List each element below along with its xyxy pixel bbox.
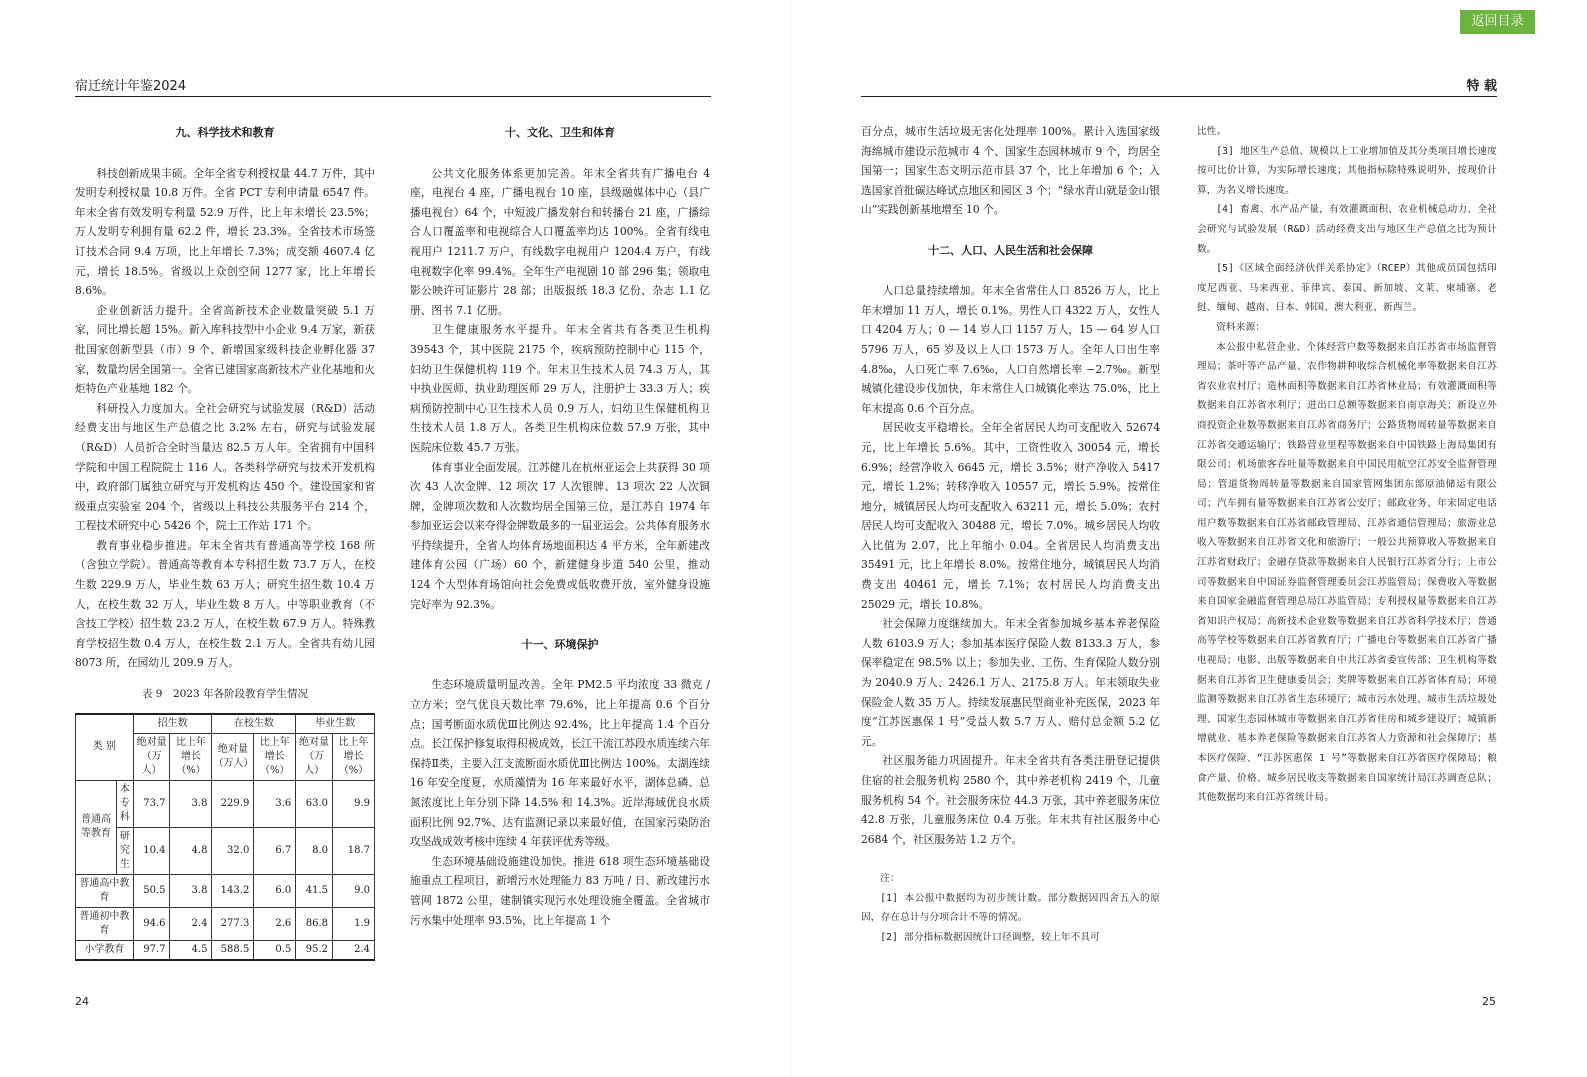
table-header-category: 类 别 [76, 714, 134, 781]
table-subheader-absolute: 绝对量（万人） [296, 733, 333, 780]
notes-title: 注： [880, 872, 900, 884]
paragraph: 科研投入力度加大。全社会研究与试验发展（R&D）活动经费支出与地区生产总值之比 3.2% 左右，研究与试验发展（R&D）人员折合全时当量达 82.5 万人年。全省拥有中国科学院和中国工程院院士 116 人。各类科学研究与技术开发机构中，政府部门属独立研究与开发机构达 450 个。建设国家和省级重点实验室 204 个，省级以上科技公共服务平台 214 个，工程技术研究中心 5426 个，院士工作站 171 个。 [75, 401, 375, 533]
paragraph: 社区服务能力巩固提升。年末全省共有各类注册登记提供住宿的社会服务机构 2580 个，其中养老机构 2419 个，儿童服务机构 54 个。社会服务床位 44.3 万张，其中养老服务床位 42.8 万张，儿童服务床位 0.4 万张。年末共有社区服务中心 2684 个，社区服务站 1.2 万个。 [861, 754, 1160, 846]
table-cell: 8.0 [296, 827, 333, 874]
table-cell: 86.8 [296, 907, 333, 940]
table-cell-label: 研究生 [117, 827, 134, 874]
section-title-population-livelihood: 十二、人口、人民生活和社会保障 [928, 243, 1093, 257]
paragraph: 社会保障力度继续加大。年末全省参加城乡基本养老保险人数 6103.9 万人；参加基本医疗保险人数 8133.3 万人，参保率稳定在 98.5% 以上；参加失业、工伤、生育保险人数分别为 2040.9 万人、2426.1 万人、2175.8 万人。年末领取失业保险金人数 35 万人。持续发展惠民型商业补充医保，2023 年度“江苏医惠保 1 号”受益人数 5.7 万人、赔付总金额 5.2 亿元。 [861, 617, 1160, 748]
table-cell: 588.5 [212, 940, 254, 960]
table-row [76, 907, 375, 940]
table-cell: 6.7 [254, 827, 296, 874]
table-cell: 277.3 [212, 907, 254, 940]
paragraph: 生态环境基础设施建设加快。推进 618 项生态环境基础设施重点工程项目，新增污水处理能力 83 万吨 / 日、新改建污水管网 1872 公里，建制镇实现污水处理设施全覆盖。全省城市污水集中处理率 93.5%，比上年提高 1 个 [410, 854, 710, 927]
table-cell-merged-label: 普通高等教育 [76, 780, 117, 874]
paragraph: 体育事业全面发展。江苏健儿在杭州亚运会上共获得 30 项次 43 人次金牌、12 项次 17 人次银牌、13 项次 22 人次铜牌，金牌项次数和人次数均居全国第三位，是江苏自 1974 年参加亚运会以来夺得金牌数最多的一届亚运会。公共体育服务水平持续提升，全省人均体育场地面积达 4 平方米，全年新建改建体育公园（广场）60 个，新建健身步道 540 公里，推动 124 个大型体育场馆向社会免费或低收费开放，室外健身设施完好率为 92.3%。 [410, 460, 710, 611]
table-cell: 9.0 [332, 874, 374, 907]
column-4 [1197, 122, 1497, 808]
table-cell: 32.0 [212, 827, 254, 874]
table-cell: 3.8 [170, 874, 212, 907]
paragraph: 生态环境质量明显改善。全年 PM2.5 平均浓度 33 微克 / 立方米；空气优良天数比率 79.6%，比上年提高 0.6 个百分点；国考断面水质优Ⅲ比例达 92.4%，比上年提高 1.4 个百分点。长江保护修复取得积极成效，长江干流江苏段水质连续六年保持Ⅱ类，主要入江支流断面水质优Ⅲ比例达 100%。太湖连续 16 年安全度夏，水质藻情为 16 年来最好水平，湖体总磷、总氮浓度比上年分别下降 14.5% 和 14.3%。近岸海域优良水质面积比例 92.7%、达有监测记录以来最好值，在国家污染防治攻坚战成效考核中连续 4 年获评优秀等级。 [410, 678, 710, 849]
paragraph: 教育事业稳步推进。年末全省共有普通高等学校 168 所（含独立学院）。普通高等教育本专科招生数 73.7 万人，在校生数 229.9 万人，毕业生数 63 万人；研究生招生数 10.4 万人，在校生数 32 万人，毕业生数 8 万人。中等职业教育（不含技工学校）招生数 23.2 万人，在校生数 67.9 万人。特殊教育学校招生数 0.4 万人，在校生数 2.1 万人。全省共有幼儿园 8073 所，在园幼儿 209.9 万人。 [75, 538, 375, 670]
table-subheader-growth: 比上年增长（%） [254, 733, 296, 780]
table-cell-label: 普通初中教育 [76, 907, 134, 940]
table-cell: 229.9 [212, 780, 254, 827]
table-cell: 63.0 [296, 780, 333, 827]
paragraph: 居民收支平稳增长。全年全省居民人均可支配收入 52674 元，比上年增长 5.6%。其中，工资性收入 30054 元，增长 6.9%；经营净收入 6645 元，增长 3.5%；财产净收入 5417 元，增长 1.2%；转移净收入 10557 元，增长 5.9%。按常住地分，城镇居民人均可支配收入 63211 元，增长 5.0%；农村居民人均可支配收入 30488 元，增长 7.0%。城乡居民人均收入比值为 2.07，比上年缩小 0.04。全省居民人均消费支出 35491 元，比上年增长 8.0%。按常住地分，城镇居民人均消费支出 40461 元，增长 7.1%；农村居民人均消费支出 25029 元，增长 10.8%。 [861, 421, 1160, 611]
section-title-culture-health-sports: 十、文化、卫生和体育 [505, 126, 615, 139]
table-cell: 2.4 [332, 940, 374, 960]
paragraph: 科技创新成果丰硕。全年全省专利授权量 44.7 万件，其中发明专利授权量 10.8 万件。全省 PCT 专利申请量 6547 件。年末全省有效发明专利量 52.9 万件，比上年末增长 23.5%；万人发明专利拥有量 62.2 件，增长 23.3%。全省技术市场签订技术合同 9.4 万项，比上年增长 7.3%；成交额 4607.4 亿元，增长 18.5%。省级以上众创空间 1277 家，比上年增长 8.6%。 [75, 166, 375, 298]
table-cell: 50.5 [133, 874, 170, 907]
column-2 [410, 122, 710, 930]
table-subheader-growth: 比上年增长（%） [170, 733, 212, 780]
table-subheader-absolute: 绝对量（万人） [133, 733, 170, 780]
paragraph: 公共文化服务体系更加完善。年末全省共有广播电台 4 座，电视台 4 座，广播电视台 10 座，县级融媒体中心（县广播电视台）64 个，中短波广播发射台和转播台 21 座，广播综合人口覆盖率和电视综合人口覆盖率均达 100%。全省有线电视用户 1211.7 万户，有线数字电视用户 1204.4 万户，有线电视数字化率 99.4%。全年生产电视剧 10 部 296 集；领取电影公映许可证影片 28 部；出版报纸 18.3 亿份、杂志 1.1 亿册、图书 7.1 亿册。 [410, 166, 710, 317]
table-cell-label: 普通高中教育 [76, 874, 134, 907]
paragraph: 企业创新活力提升。全省高新技术企业数量突破 5.1 万家，同比增长超 15%。新入库科技型中小企业 9.4 万家，新获批国家创新型县（市）9 个、新增国家级科技企业孵化器 37 家，数量均居全国第一。全省已建国家高新技术产业化基地和火炬特色产业基地 182 个。 [75, 303, 375, 396]
paragraph: 人口总量持续增加。年末全省常住人口 8526 万人，比上年末增加 11 万人，增长 0.1%。男性人口 4322 万人，女性人口 4204 万人；0 — 14 岁人口 1157 万人，15 — 64 岁人口 5796 万人，65 岁及以上人口 1573 万人。全年人口出生率 4.8‰，人口死亡率 7.6‰，人口自然增长率 −2.7‰。新型城镇化建设步伐加快，年末常住人口城镇化率达 75.0%，比上年末提高 0.6 个百分点。 [861, 284, 1160, 415]
table-cell: 2.4 [170, 907, 212, 940]
running-header-left: 宿迁统计年鉴2024 [75, 75, 711, 97]
table-cell: 143.2 [212, 874, 254, 907]
page-number-left: 24 [75, 995, 89, 1008]
table-cell: 94.6 [133, 907, 170, 940]
note-item: [2] 部分指标数据因统计口径调整，较上年不具可 [880, 931, 1100, 943]
table-cell: 9.9 [332, 780, 374, 827]
table-subheader-absolute: 绝对量（万人） [212, 733, 254, 780]
table-row [76, 780, 375, 827]
table-header-graduates: 毕业生数 [296, 714, 375, 734]
table-cell: 4.8 [170, 827, 212, 874]
table-cell: 6.0 [254, 874, 296, 907]
paragraph-continued: 百分点，城市生活垃圾无害化处理率 100%。累计入选国家级海绵城市建设示范城市 4 个、国家生态园林城市 9 个，均居全国第一；国家生态文明示范市县 37 个，比上年增加 6 个；入选国家首批碳达峰试点地区和园区 3 个；“绿水青山就是金山银山”实践创新基地增至 10 个。 [861, 125, 1160, 217]
table-cell: 3.8 [170, 780, 212, 827]
section-title-science-education: 九、科学技术和教育 [175, 126, 275, 139]
table-cell: 97.7 [133, 940, 170, 960]
data-sources-text: 本公报中私营企业、个体经营户数等数据来自江苏省市场监督管理局；茶叶等产品产量、农作物耕种收综合机械化率等数据来自江苏省农业农村厅；造林面积等数据来自江苏省林业局；有效灌溉面积等数据来自江苏省水利厅；进出口总额等数据来自南京海关；新设立外商投资企业数等数据来自江苏省商务厅；公路货物周转量等数据来自江苏省交通运输厅；铁路营业里程等数据来自中国铁路上海局集团有限公司；机场旅客吞吐量等数据来自中国民用航空江苏安全监督管理局；管道货物周转量等数据来自国家管网集团东部原油储运有限公司；汽车拥有量等数据来自江苏省公安厅；邮政业务、年末固定电话用户数等数据来自江苏省邮政管理局、江苏省通信管理局；旅游业总收入等数据来自江苏省文化和旅游厅；一般公共预算收入等数据来自江苏省财政厅；金融存贷款等数据来自人民银行江苏省分行；上市公司等数据来自中国证券监督管理委员会江苏监管局；保费收入等数据来自国家金融监督管理总局江苏监管局；专利授权量等数据来自江苏省知识产权局；高新技术企业数等数据来自江苏省科学技术厅；普通高等学校等数据来自江苏省教育厅；广播电台等数据来自江苏省广播电视局；电影、出版等数据来自中共江苏省委宣传部；卫生机构等数据来自江苏省卫生健康委员会；奖牌等数据来自江苏省体育局；环境监测等数据来自江苏省生态环境厅；城市污水处理、城市生活垃圾处理、国家生态园林城市等数据来自江苏省住房和城乡建设厅；城镇新增就业、基本养老保险等数据来自江苏省人力资源和社会保障厅；基本医疗保险、“江苏医惠保 1 号”等数据来自江苏省医疗保障局；粮食产量、价格、城乡居民收支等数据来自国家统计局江苏调查总队；其他数据均来自江苏省统计局。 [1197, 341, 1497, 804]
page-number-right: 25 [1482, 995, 1496, 1008]
table-cell: 2.6 [254, 907, 296, 940]
table-cell: 18.7 [332, 827, 374, 874]
note-item: 比性。 [1197, 126, 1227, 137]
page-spine [790, 0, 792, 1077]
table-cell: 3.6 [254, 780, 296, 827]
note-item: [5]《区域全面经济伙伴关系协定》（RCEP）其他成员国包括印度尼西亚、马来西亚、菲律宾、泰国、新加坡、文莱、柬埔寨、老挝、缅甸、越南、日本、韩国、澳大利亚、新西兰。 [1197, 263, 1497, 314]
paragraph: 卫生健康服务水平提升。年末全省共有各类卫生机构 39543 个，其中医院 2175 个，疾病预防控制中心 115 个，妇幼卫生保健机构 119 个。年末卫生技术人员 74.3 万人，其中执业医师、执业助理医师 29 万人，注册护士 33.3 万人；疾病预防控制中心卫生技术人员 0.9 万人，妇幼卫生保健机构卫生技术人员 1.8 万人。各类卫生机构床位数 57.9 万张，其中医院床位数 45.7 万张。 [410, 323, 710, 454]
table-cell: 10.4 [133, 827, 170, 874]
table-cell-label: 小学教育 [76, 940, 134, 960]
note-item: [4] 畜禽、水产品产量，有效灌溉面积、农业机械总动力、全社会研究与试验发展（R&D）活动经费支出与地区生产总值之比为预计数。 [1197, 204, 1497, 255]
return-to-contents-button[interactable]: 返回目录 [1460, 10, 1535, 34]
column-1 [75, 122, 375, 961]
data-sources-title: 资料来源： [1216, 321, 1266, 333]
table-header-enrollment: 招生数 [133, 714, 212, 734]
table-header-in-school: 在校生数 [212, 714, 296, 734]
table-cell: 73.7 [133, 780, 170, 827]
table-row [76, 874, 375, 907]
table-row [76, 940, 375, 960]
section-title-environment: 十一、环境保护 [521, 637, 599, 651]
table-row [76, 827, 375, 874]
running-header-right: 特 载 [861, 75, 1497, 97]
table-cell: 41.5 [296, 874, 333, 907]
education-students-table [75, 713, 375, 961]
table-cell: 95.2 [296, 940, 333, 960]
column-3 [861, 122, 1160, 947]
note-item: [1] 本公报中数据均为初步统计数。部分数据因四舍五入的原因，存在总计与分项合计不等的情况。 [861, 892, 1160, 924]
table-cell-label: 本专科 [117, 780, 134, 827]
table-subheader-growth: 比上年增长（%） [332, 733, 374, 780]
notes-block [861, 869, 1160, 947]
notes-block-continued [1197, 122, 1497, 808]
table-cell: 4.5 [170, 940, 212, 960]
table-cell: 0.5 [254, 940, 296, 960]
table-caption: 表 9 2023 年各阶段教育学生情况 [141, 688, 309, 701]
note-item: [3] 地区生产总值、规模以上工业增加值及其分类项目增长速度按可比价计算，为实际增长速度；其他指标除特殊说明外，按现价计算，为名义增长速度。 [1197, 145, 1497, 196]
table-cell: 1.9 [332, 907, 374, 940]
